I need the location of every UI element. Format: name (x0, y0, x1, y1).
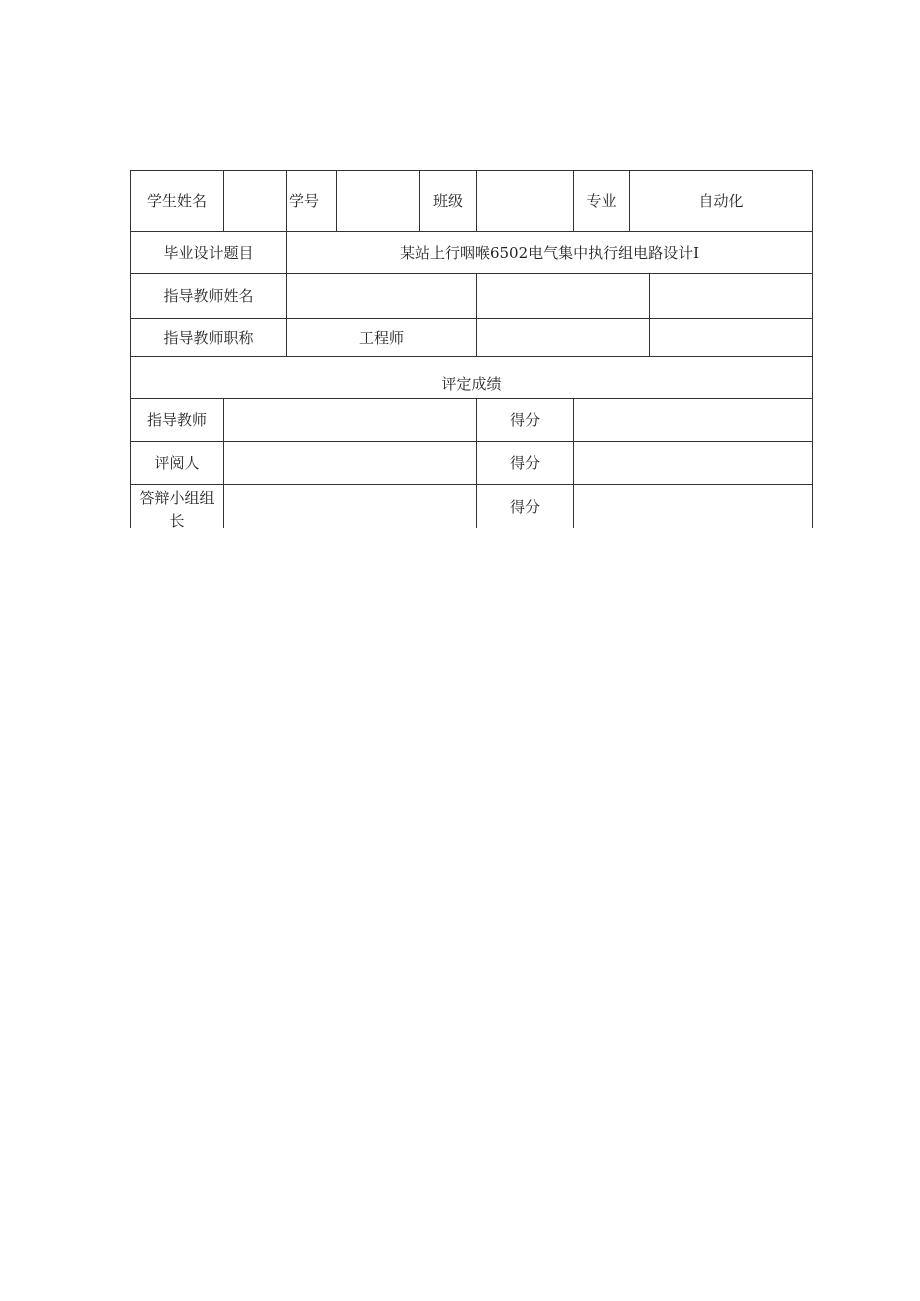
advisor-extra-cell (476, 273, 649, 318)
student-name-label: 学生姓名 (130, 170, 223, 231)
advisor-title-extra-cell (476, 318, 649, 356)
major-value: 自动化 (629, 170, 813, 231)
advisor-name-value (286, 273, 476, 318)
score-label: 得分 (476, 441, 573, 484)
advisor-title-extra-cell (649, 318, 813, 356)
grading-comment (223, 484, 476, 528)
grading-comment (223, 441, 476, 484)
grading-role: 指导教师 (130, 398, 223, 441)
topic-label: 毕业设计题目 (130, 231, 286, 273)
topic-value: 某站上行咽喉6502电气集中执行组电路设计I (286, 231, 813, 273)
grading-header: 评定成绩 (130, 356, 813, 398)
advisor-title-value: 工程师 (286, 318, 476, 356)
thesis-evaluation-form (130, 170, 813, 528)
score-label: 得分 (476, 484, 573, 528)
major-label: 专业 (573, 170, 629, 231)
class-label: 班级 (419, 170, 476, 231)
grading-role: 评阅人 (130, 441, 223, 484)
score-label: 得分 (476, 398, 573, 441)
score-value (573, 484, 813, 528)
advisor-name-label: 指导教师姓名 (130, 273, 286, 318)
student-name-value (223, 170, 286, 231)
grading-comment (223, 398, 476, 441)
score-value (573, 398, 813, 441)
score-value (573, 441, 813, 484)
advisor-extra-cell (649, 273, 813, 318)
student-id-label: 学号 (286, 170, 336, 231)
student-id-value (336, 170, 419, 231)
class-value (476, 170, 573, 231)
grading-role: 答辩小组组长 (130, 484, 223, 528)
advisor-title-label: 指导教师职称 (130, 318, 286, 356)
